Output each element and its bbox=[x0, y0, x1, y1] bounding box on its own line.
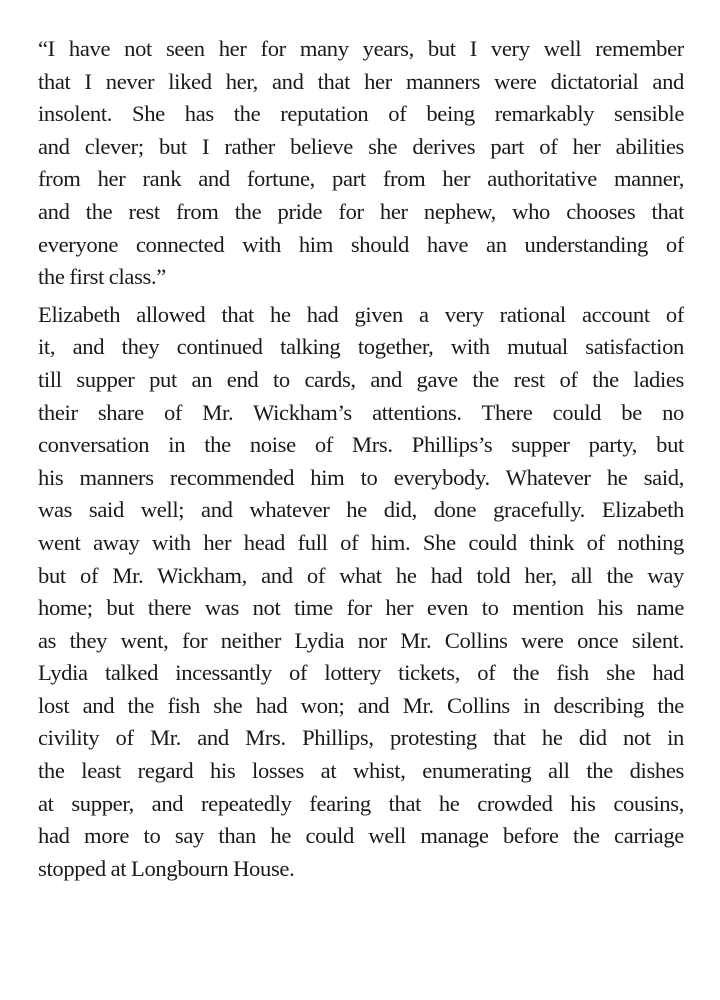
text-line: as they went, for neither Lydia nor Mr. Collins were once silent. bbox=[38, 627, 684, 653]
text-line: conversation in the noise of Mrs. Phillips’s supper party, but bbox=[38, 432, 684, 458]
text-line: that I never liked her, and that her manners were dictatorial and bbox=[38, 68, 684, 94]
text-line: it, and they continued talking together, with mutual satisfaction bbox=[38, 334, 684, 360]
text-line: insolent. She has the reputation of being remarkably sensible bbox=[38, 101, 684, 127]
text-line: and the rest from the pride for her nephew, who chooses that bbox=[38, 198, 684, 224]
text-line: home; but there was not time for her even to mention his name bbox=[38, 595, 684, 621]
text-line: their share of Mr. Wickham’s attentions. There could be no bbox=[38, 399, 684, 425]
paragraph-1 bbox=[38, 33, 684, 294]
text-line: at supper, and repeatedly fearing that he crowded his cousins, bbox=[38, 790, 684, 816]
text-line: and clever; but I rather believe she derives part of her abilities bbox=[38, 133, 684, 159]
text-line: everyone connected with him should have an understanding of bbox=[38, 231, 684, 257]
text-line: the least regard his losses at whist, enumerating all the dishes bbox=[38, 758, 684, 784]
text-line: stopped at Longbourn House. bbox=[38, 855, 295, 881]
document-page bbox=[38, 33, 684, 890]
text-line: from her rank and fortune, part from her authoritative manner, bbox=[38, 166, 684, 192]
text-line: the first class.” bbox=[38, 264, 166, 290]
text-line: Lydia talked incessantly of lottery tickets, of the fish she had bbox=[38, 660, 684, 686]
text-line: had more to say than he could well manage before the carriage bbox=[38, 823, 684, 849]
text-line: his manners recommended him to everybody. Whatever he said, bbox=[38, 464, 684, 490]
text-line: Elizabeth allowed that he had given a very rational account of bbox=[38, 301, 684, 327]
text-line: “I have not seen her for many years, but I very well remember bbox=[38, 36, 684, 61]
paragraph-2 bbox=[38, 299, 684, 886]
text-line: till supper put an end to cards, and gave the rest of the ladies bbox=[38, 366, 684, 392]
text-line: went away with her head full of him. She could think of nothing bbox=[38, 529, 684, 555]
text-line: was said well; and whatever he did, done gracefully. Elizabeth bbox=[38, 497, 684, 523]
text-line: civility of Mr. and Mrs. Phillips, protesting that he did not in bbox=[38, 725, 684, 751]
text-line: lost and the fish she had won; and Mr. Collins in describing the bbox=[38, 692, 684, 718]
text-line: but of Mr. Wickham, and of what he had told her, all the way bbox=[38, 562, 684, 588]
